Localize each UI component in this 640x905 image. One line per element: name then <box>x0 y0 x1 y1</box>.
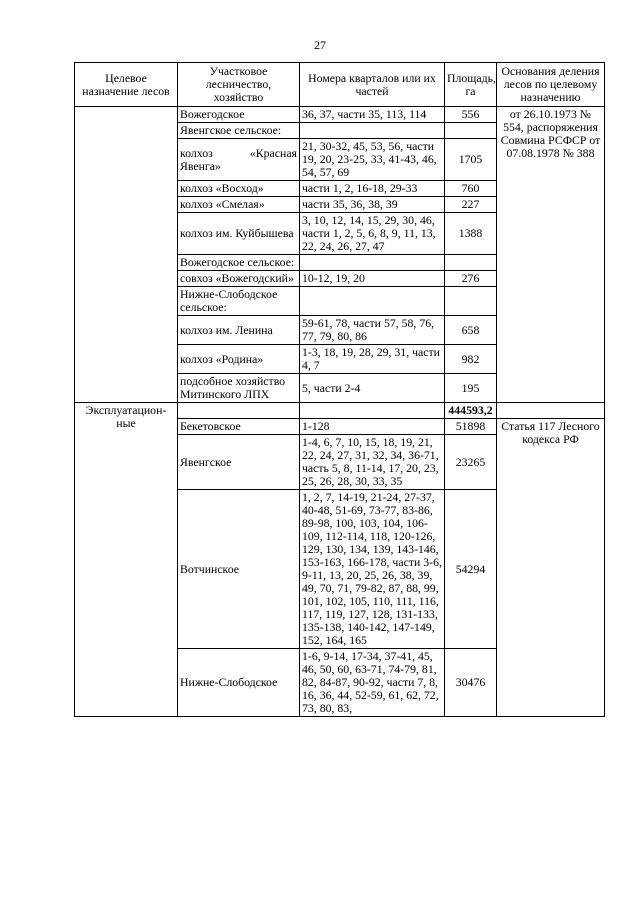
area-cell: 30476 <box>445 649 497 717</box>
forestry-cell: колхоз «Смелая» <box>178 197 300 213</box>
area-cell: 556 <box>445 107 497 123</box>
header-forestry: Участковое лесничество, хозяйство <box>178 63 300 107</box>
header-area: Площадь, га <box>445 63 497 107</box>
forestry-cell: Явенгское <box>178 435 300 490</box>
forestry-cell: колхоз им. Куйбышева <box>178 213 300 255</box>
area-cell: 51898 <box>445 419 497 435</box>
forestry-cell: колхоз «Родина» <box>178 345 300 374</box>
forestry-cell: Нижне-Слободское <box>178 649 300 717</box>
header-row <box>75 63 605 107</box>
quarters-cell: 1-6, 9-14, 17-34, 37-41, 45, 46, 50, 60, 63-71, 74-79, 81, 82, 84-87, 90-92, части 7, 8, 16, 36, 44, 52-59, 61, 62, 72, 73, 80, 83, <box>300 649 445 717</box>
forest-purpose-table <box>74 62 605 717</box>
area-cell: 760 <box>445 181 497 197</box>
quarters-cell: части 1, 2, 16-18, 29-33 <box>300 181 445 197</box>
quarters-cell: 10-12, 19, 20 <box>300 271 445 287</box>
basis-cell-forest-code: Статья 117 Лесного кодекса РФ <box>497 419 605 717</box>
area-cell: 227 <box>445 197 497 213</box>
header-purpose: Целевое назначение лесов <box>75 63 178 107</box>
area-cell: 54294 <box>445 490 497 649</box>
forestry-cell: Вотчинское <box>178 490 300 649</box>
forestry-cell: Явенгское сельское: <box>178 123 300 139</box>
area-cell <box>445 123 497 139</box>
forestry-cell: Нижне-Слободское сельское: <box>178 287 300 316</box>
forestry-cell: колхоз «Красная Явенга» <box>178 139 300 181</box>
quarters-cell <box>300 255 445 271</box>
area-cell: 276 <box>445 271 497 287</box>
forestry-cell: колхоз «Восход» <box>178 181 300 197</box>
quarters-cell: 1-128 <box>300 419 445 435</box>
area-cell: 982 <box>445 345 497 374</box>
forestry-cell <box>178 403 300 419</box>
header-quarters: Номера кварталов или их частей <box>300 63 445 107</box>
forestry-cell: колхоз им. Ленина <box>178 316 300 345</box>
quarters-cell: 1-3, 18, 19, 28, 29, 31, части 4, 7 <box>300 345 445 374</box>
area-cell: 1705 <box>445 139 497 181</box>
forestry-cell: Вожегодское сельское: <box>178 255 300 271</box>
quarters-cell: 36, 37, части 35, 113, 114 <box>300 107 445 123</box>
quarters-cell: 1, 2, 7, 14-19, 21-24, 27-37, 40-48, 51-69, 73-77, 83-86, 89-98, 100, 103, 104, 106-109, 112-114, 118, 120-126, 129, 130, 134, 139, 143-146, 153-163, 166-178, части 3-6, 9-11, 13, 20, 25, 26, 38, 39, 49, 70, 71, 79-82, 87, 88, 99, 101, 102, 105, 110, 111, 116, 117, 119, 127, 128, 131-133, 135-138, 140-142, 147-149, 152, 164, 165 <box>300 490 445 649</box>
basis-cell-decree: от 26.10.1973 № 554, распоряжения Совмина РСФСР от 07.08.1978 № 388 <box>497 107 605 403</box>
quarters-cell: 59-61, 78, части 57, 58, 76, 77, 79, 80, 86 <box>300 316 445 345</box>
quarters-cell: 5, части 2-4 <box>300 374 445 403</box>
page-number: 27 <box>314 38 326 52</box>
area-cell: 658 <box>445 316 497 345</box>
area-cell: 1388 <box>445 213 497 255</box>
area-total-cell: 444593,2 <box>445 403 497 419</box>
quarters-cell: части 35, 36, 38, 39 <box>300 197 445 213</box>
purpose-cell-exploitation: Эксплуатацион-ные <box>75 403 178 717</box>
table-row-total <box>75 403 605 419</box>
area-cell: 195 <box>445 374 497 403</box>
quarters-cell <box>300 403 445 419</box>
quarters-cell: 1-4, 6, 7, 10, 15, 18, 19, 21, 22, 24, 27, 31, 32, 34, 36-71, часть 5, 8, 11-14, 17, 20, 23, 25, 26, 28, 30, 33, 35 <box>300 435 445 490</box>
area-cell <box>445 255 497 271</box>
quarters-cell <box>300 287 445 316</box>
quarters-cell <box>300 123 445 139</box>
area-cell: 23265 <box>445 435 497 490</box>
area-cell <box>445 287 497 316</box>
table-row <box>75 107 605 123</box>
quarters-cell: 3, 10, 12, 14, 15, 29, 30, 46, части 1, 2, 5, 6, 8, 9, 11, 13, 22, 24, 26, 27, 47 <box>300 213 445 255</box>
forestry-cell: совхоз «Вожегодский» <box>178 271 300 287</box>
forestry-cell: Бекетовское <box>178 419 300 435</box>
quarters-cell: 21, 30-32, 45, 53, 56, части 19, 20, 23-25, 33, 41-43, 46, 54, 57, 69 <box>300 139 445 181</box>
purpose-cell-protective <box>75 107 178 403</box>
forestry-cell: подсобное хозяйство Митинского ЛПХ <box>178 374 300 403</box>
basis-cell <box>497 403 605 419</box>
header-basis: Основания деления лесов по целевому назначению <box>497 63 605 107</box>
forestry-cell: Вожегодское <box>178 107 300 123</box>
